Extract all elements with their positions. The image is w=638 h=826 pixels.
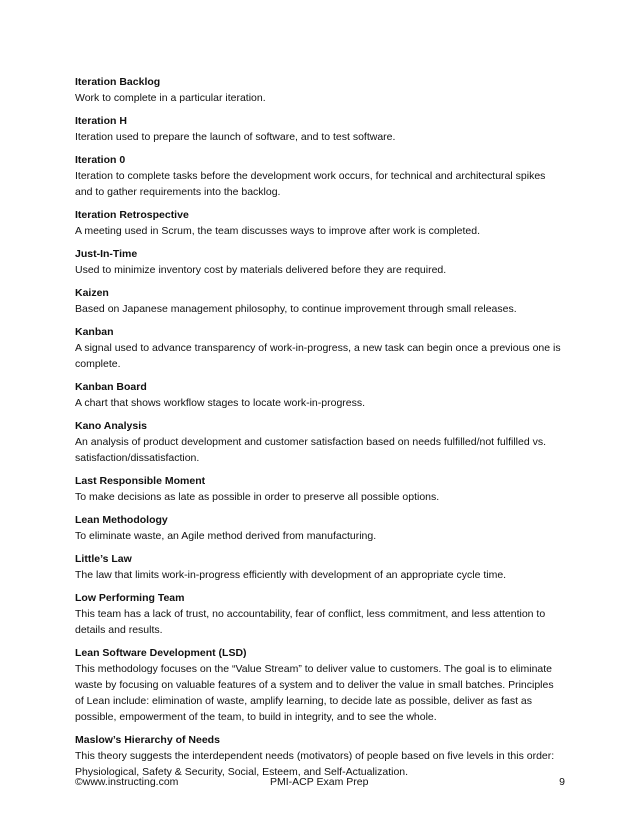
glossary-entry [75, 208, 565, 239]
glossary-entry [75, 153, 565, 200]
glossary-definition: This theory suggests the interdependent needs (motivators) of people based on five levels in this order: Physiological, Safety & Security, Social, Esteem, and Self-Actualization. [75, 750, 555, 778]
glossary-definition: An analysis of product development and customer satisfaction based on needs fulfilled/not fulfilled vs. satisfaction/dissatisfaction. [75, 436, 547, 464]
footer-title: PMI-ACP Exam Prep [270, 776, 369, 788]
glossary-definition: Used to minimize inventory cost by materials delivered before they are required. [75, 264, 447, 276]
glossary-entry [75, 114, 565, 145]
glossary-term: Kaizen [75, 287, 109, 299]
glossary-entry [75, 380, 565, 411]
glossary-definition: Iteration used to prepare the launch of software, and to test software. [75, 131, 396, 143]
glossary-term: Iteration Backlog [75, 76, 161, 88]
glossary-term: Iteration Retrospective [75, 209, 189, 221]
glossary-definition: A meeting used in Scrum, the team discusses ways to improve after work is completed. [75, 225, 481, 237]
footer-copyright: ©www.instructing.com [75, 776, 179, 788]
glossary-entry [75, 247, 565, 278]
glossary-definition: To eliminate waste, an Agile method derived from manufacturing. [75, 530, 377, 542]
glossary-content [75, 75, 565, 788]
glossary-term: Kanban [75, 326, 114, 338]
glossary-entry [75, 513, 565, 544]
glossary-term: Lean Software Development (LSD) [75, 647, 247, 659]
glossary-definition: The law that limits work-in-progress efficiently with development of an appropriate cycle time. [75, 569, 507, 581]
glossary-entry [75, 733, 565, 780]
glossary-term: Lean Methodology [75, 514, 168, 526]
glossary-entry [75, 75, 565, 106]
glossary-definition: Work to complete in a particular iteration. [75, 92, 266, 104]
glossary-term: Low Performing Team [75, 592, 185, 604]
glossary-term: Just-In-Time [75, 248, 138, 260]
glossary-entry [75, 325, 565, 372]
glossary-term: Last Responsible Moment [75, 475, 206, 487]
glossary-entry [75, 646, 565, 725]
glossary-definition: Based on Japanese management philosophy, to continue improvement through small releases. [75, 303, 517, 315]
glossary-term: Iteration 0 [75, 154, 126, 166]
glossary-term: Iteration H [75, 115, 127, 127]
glossary-term: Kanban Board [75, 381, 147, 393]
glossary-entry [75, 474, 565, 505]
glossary-definition: A chart that shows workflow stages to locate work-in-progress. [75, 397, 366, 409]
glossary-definition: A signal used to advance transparency of work-in-progress, a new task can begin once a previous one is complete. [75, 342, 561, 370]
glossary-definition: This team has a lack of trust, no accountability, fear of conflict, less commitment, and less attention to details and results. [75, 608, 546, 636]
glossary-term: Kano Analysis [75, 420, 147, 432]
glossary-definition: This methodology focuses on the “Value Stream” to deliver value to customers. The goal is to eliminate waste by focusing on valuable features of a system and to deliver the value in small batches. Principles of Lean include: elimination of waste, amplify learning, to decide late as possible, deliver as fast as possible, empowerment of the team, to build in integrity, and to see the whole. [75, 663, 554, 723]
glossary-entry [75, 286, 565, 317]
page-footer [75, 774, 565, 790]
glossary-entry [75, 591, 565, 638]
glossary-term: Maslow’s Hierarchy of Needs [75, 734, 220, 746]
glossary-term: Little’s Law [75, 553, 132, 565]
glossary-definition: To make decisions as late as possible in order to preserve all possible options. [75, 491, 440, 503]
glossary-entry [75, 419, 565, 466]
glossary-entry [75, 552, 565, 583]
glossary-definition: Iteration to complete tasks before the development work occurs, for technical and architectural spikes and to gather requirements into the backlog. [75, 170, 546, 198]
page-number: 9 [559, 776, 565, 788]
